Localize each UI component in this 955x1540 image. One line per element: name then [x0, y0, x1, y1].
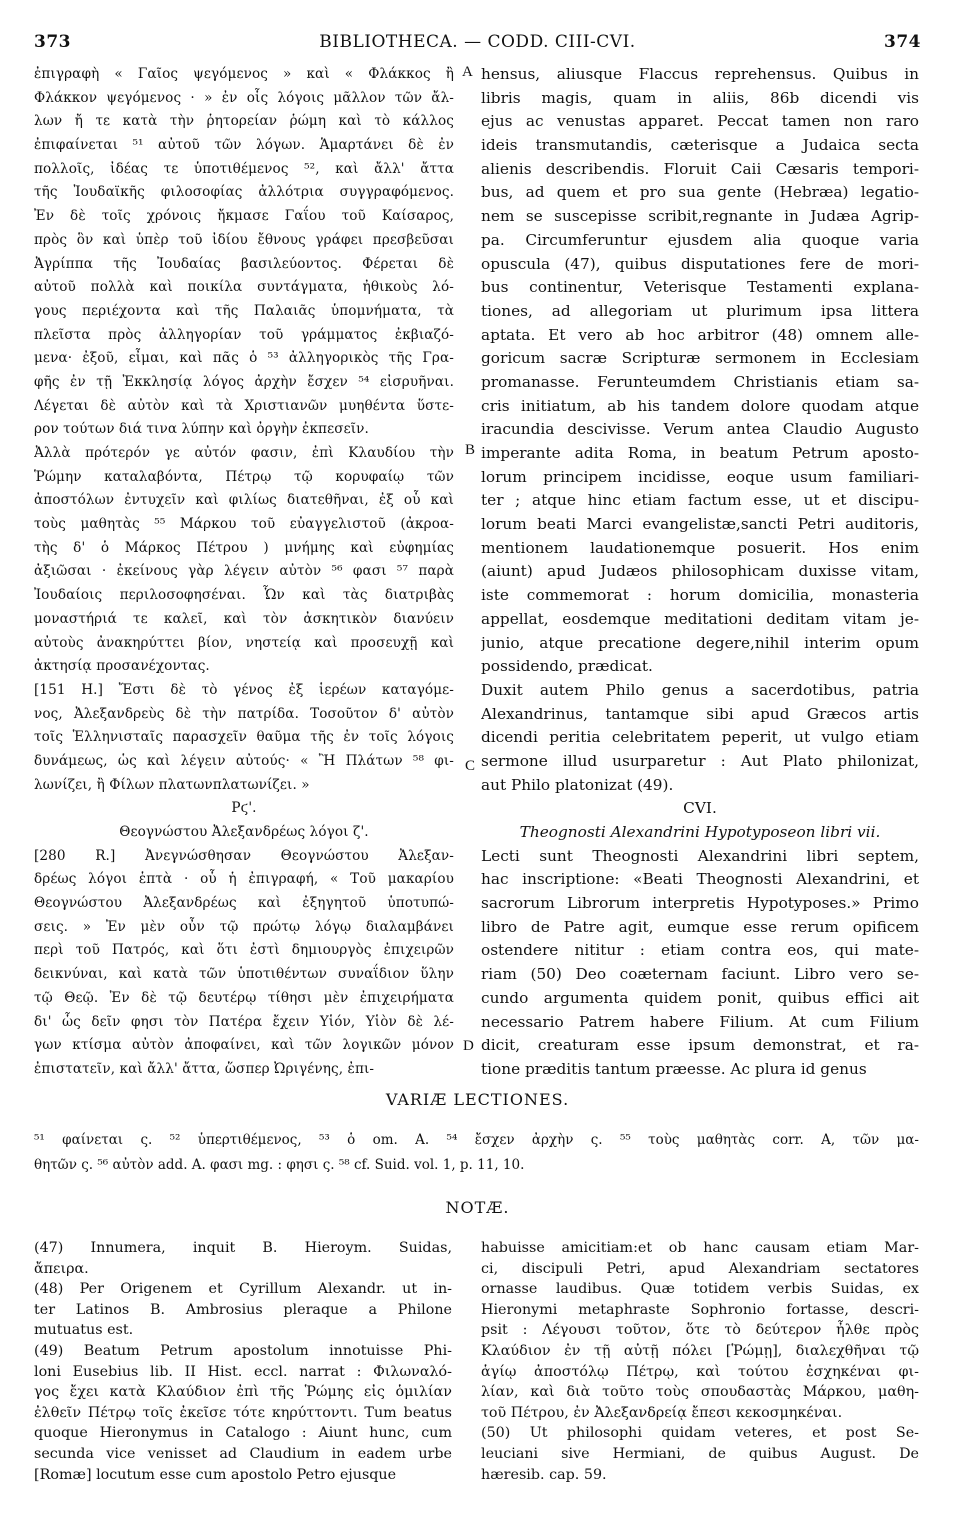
latin-text-line: (aiunt) apud Judæos philosophicam duxisse vitam,	[481, 562, 919, 581]
latin-text-line: opuscula (47), quibus disputationes fere de mori-	[481, 254, 919, 273]
greek-text-line: τῷ Θεῷ. Ἐν δὲ τῷ δευτέρῳ τίθησι μὲν ἐπιχειρήματα	[34, 989, 454, 1006]
note-line: leuciani sive Hermiani, de quibus August. De	[481, 1445, 919, 1462]
greek-text-line: αὐτοὺς ἀνακηρύττει βίον, νηστείᾳ καὶ προσευχῇ καὶ	[34, 634, 454, 651]
running-title: BIBLIOTHECA. — CODD. CIII-CVI.	[319, 32, 636, 52]
greek-text-line: πλεῖστα πρὸς ἀλληγορίαν τοῦ γράμματος ἐκβιαζό-	[34, 326, 454, 343]
greek-text-line: δρέως λόγοι ἑπτὰ · οὗ ἡ ἐπιγραφή, « Τοῦ μακαρίου	[34, 871, 454, 888]
latin-text-line: ideis transmutandis, cæterisque a Judaica secta	[481, 136, 919, 155]
note-line: quoque Hieronymus in Catalogo : Aiunt hunc, cum	[34, 1425, 452, 1442]
latin-text-line: ter ; atque hinc etiam factum esse, ut et discipu-	[481, 491, 919, 510]
note-line: loni Eusebius lib. II Hist. eccl. narrat : Φιλωναλό-	[34, 1363, 452, 1380]
note-line: (48) Per Origenem et Cyrillum Alexandr. ut in-	[34, 1281, 452, 1298]
notes-right-column	[481, 1238, 919, 1485]
latin-text-line: bus, ad quem et pro sua gente (Hebræa) legatio-	[481, 183, 919, 202]
greek-text-line: αὐτοῦ πολλὰ καὶ ποικίλα συντάγματα, ἠθικοὺς λό-	[34, 279, 454, 296]
greek-text-column	[34, 63, 454, 1082]
note-line: ἄπειρα.	[34, 1260, 89, 1277]
note-line: habuisse amicitiam:et ob hanc causam etiam Mar-	[481, 1240, 919, 1256]
note-line: ornasse laudibus. Quæ totidem verbis Suidas, ex	[481, 1281, 919, 1298]
greek-text-line: Λέγεται δὲ αὐτὸν καὶ τὰ Χριστιανῶν μυηθέντα ὕστε-	[34, 397, 454, 414]
note-line: (49) Beatum Petrum apostolum innotuisse Phi-	[34, 1342, 452, 1359]
greek-text-line: Ἐν δὲ τοῖς χρόνοις ἤκμασε Γαΐου τοῦ Καίσαρος,	[34, 208, 454, 225]
greek-text-line: ἀξιῶσαι · ἐκείνους γὰρ λέγειν αὐτὸν ⁵⁶ φασι ⁵⁷ παρὰ	[34, 563, 454, 580]
note-line: secunda vice venisset ad Claudium in eadem urbe	[34, 1445, 452, 1462]
latin-text-line: mentionem laudationemque posuerit. Hos enim	[481, 538, 919, 557]
greek-text-line: ρον τούτων διά τινα λύπην καὶ ὀργὴν ἐκπεσεῖν.	[34, 421, 369, 438]
greek-text-line: [280 R.] Ἀνεγνώσθησαν Θεογνώστου Ἀλεξαν-	[34, 847, 454, 864]
greek-text-line: φῆς ἐν τῇ Ἐκκλησίᾳ λόγος ἀρχὴν ἔσχεν ⁵⁴ εἰσρυῆναι.	[34, 373, 454, 390]
greek-text-line: Θεογνώστου Ἀλεξανδρέως καὶ ἐξηγητοῦ ὑποτυπώ-	[34, 895, 454, 912]
latin-text-line: riam (50) Deo coæternam faciunt. Libro vero se-	[481, 965, 919, 984]
latin-text-line: Alexandrinus, tantamque sibi apud Græcos artis	[481, 704, 919, 723]
page-number-right: 374	[884, 32, 921, 52]
greek-text-line: δυνάμεως, ὡς καὶ λέγειν αὐτούς· « Ἢ Πλάτων ⁵⁸ φι-	[34, 752, 454, 769]
page-header	[34, 32, 921, 58]
latin-text-line: sermone illud usurparetur : Aut Plato philonizat,	[481, 751, 919, 770]
latin-text-line: tiones, ad allegoriam ut plurimum ipsa littera	[481, 301, 919, 320]
greek-text-line: Θεογνώστου Ἀλεξανδρέως λόγοι ζ'.	[119, 824, 369, 840]
margin-marker-d: D	[463, 1038, 474, 1054]
latin-text-line: iste commemorat : horum domicilia, monasteria	[481, 586, 919, 605]
note-line: Hieronymi metaphraste Sophronio fortasse, descri-	[481, 1301, 919, 1318]
margin-marker-b: B	[465, 442, 476, 458]
variae-lectiones-body	[34, 1128, 919, 1178]
latin-text-line: possidendo, prædicat.	[481, 657, 653, 676]
latin-text-line: aut Philo platonizat (49).	[481, 775, 674, 794]
greek-text-line: γων κτίσμα αὐτὸν ἀποφαίνει, καὶ τῶν λογικῶν μόνον	[34, 1037, 454, 1054]
latin-text-line: tione præditis tantum præesse. Ac plura id genus	[481, 1059, 867, 1078]
greek-text-line: ἐπιστατεῖν, καὶ ἄλλ' ἄττα, ὥσπερ Ὠριγένης, ἐπι-	[34, 1060, 375, 1077]
latin-text-line: dicit, creaturam esse ipsum demonstrat, et ra-	[481, 1036, 919, 1055]
note-line: ter Latinos B. Ambrosius pleraque a Philone	[34, 1301, 452, 1318]
page-number-left: 373	[34, 32, 71, 52]
latin-text-line: hac inscriptione: «Beati Theognosti Alexandrini, et	[481, 870, 919, 889]
latin-text-line: CVI.	[683, 799, 717, 818]
greek-text-line: ἀκτησίᾳ προσανέχοντας.	[34, 658, 210, 675]
greek-text-line: Φλάκκον ψεγόμενος · » ἐν οἷς λόγοις μᾶλλον τῶν ἄλ-	[34, 89, 454, 106]
latin-text-line: promanasse. Feruntеumdem Christianis etiam sa-	[481, 372, 919, 391]
note-line: γος ἔχει κατὰ Κλαύδιον ἐπὶ τῆς Ῥώμης εἰς ὁμιλίαν	[34, 1384, 452, 1401]
latin-text-line: goricum sacræ Scripturæ sermonem in Ecclesiam	[481, 349, 919, 368]
note-line: ἁγίῳ ἀποστόλῳ Πέτρῳ, καὶ τούτου ἐσχηκέναι φι-	[481, 1363, 919, 1380]
variae-line: ⁵¹ φαίνεται ς. ⁵² ὑπερτιθέμενος, ⁵³ ὁ om. A. ⁵⁴ ἔσχεν ἀρχὴν ς. ⁵⁵ τοὺς μαθητὰς corr. A, τῶν μα-	[34, 1132, 919, 1148]
variae-lectiones-heading: VARIÆ LECTIONES.	[385, 1090, 570, 1109]
note-line: hæresib. cap. 59.	[481, 1466, 607, 1483]
latin-text-line: aptata. Et vero ab hoc arbitror (48) omnem alle-	[481, 325, 919, 344]
latin-text-line: libro de Patre agit, eumque esse rerum opificem	[481, 917, 919, 936]
greek-text-line: ἐπιφαίνεται ⁵¹ αὐτοῦ τῶν λόγων. Ἁμαρτάνει δὲ ἐν	[34, 137, 454, 154]
note-line: Κλαύδιον ἐν τῇ αὐτῇ πόλει [Ῥώμῃ], διαλεχθῆναι τῷ	[481, 1342, 919, 1359]
latin-text-line: iracundia descivisse. Verum antea Claudio Augusto	[481, 420, 919, 439]
latin-text-line: lorum beati Marci evangelistæ,sancti Petri auditoris,	[481, 515, 919, 534]
greek-text-line: πολλοῖς, ἰδέας τε ὑποτιθέμενος ⁵², καὶ ἄλλ' ἄττα	[34, 160, 454, 177]
latin-text-line: appellat, eosdemque meditationi deditam vitam je-	[481, 609, 919, 628]
latin-text-line: dicendi peritia celebritatem peperit, ut vulgo etiam	[481, 728, 919, 747]
greek-text-line: μοναστήριά τε καλεῖ, καὶ τὸν ἀσκητικὸν διανύειν	[34, 610, 454, 627]
latin-text-line: cundo argumenta quidem ponit, quibus effici ait	[481, 988, 919, 1007]
note-line: psit : Λέγουσι τοῦτον, ὅτε τὸ δεύτερον ἦλθε πρὸς	[481, 1322, 919, 1339]
latin-text-line: hensus, aliusque Flaccus reprehensus. Quibus in	[481, 65, 919, 83]
notae-heading: NOTÆ.	[445, 1198, 510, 1217]
latin-text-line: Duxit autem Philo genus a sacerdotibus, patria	[481, 680, 919, 699]
note-line: τοῦ Πέτρου, ἐν Ἀλεξανδρείᾳ ἔπεσι κεκοσμηκέναι.	[481, 1404, 843, 1421]
note-line: ἐλθεῖν Πέτρῳ τοῖς ἐκεῖσε τότε κηρύττοντι. Tum beatus	[34, 1404, 452, 1421]
greek-text-line: Ἰουδαίοις περιλοσοφησέναι. Ὧν καὶ τὰς διατριβὰς	[34, 587, 454, 604]
note-line: λίαν, καὶ διὰ τοῦτο τοὺς σπουδαστὰς Μάρκου, μαθη-	[481, 1384, 919, 1401]
greek-text-line: τὴς δ' ὁ Μάρκος Πέτρου ) μνήμης καὶ εὐφημίας	[34, 539, 454, 556]
latin-text-line: bus continentur, Veterisque Testamenti explana-	[481, 278, 919, 297]
greek-text-line: γους περιέχοντα καὶ τῆς Παλαιᾶς ὑπομνήματα, τὰ	[34, 302, 454, 319]
latin-text-line: libris magis, quam in aliis, 86b dicendi vis	[481, 88, 919, 107]
latin-text-line: cris initiatum, ab his tandem dolore quodam atque	[481, 396, 919, 415]
latin-text-line: sacrorum Librorum interpretis Hypotyposes.» Primo	[481, 894, 919, 913]
notes-left-column	[34, 1238, 452, 1485]
greek-text-line: τοῖς Ἑλληνισταῖς παρασχεῖν θαῦμα τῆς ἐν τοῖς λόγοις	[34, 729, 454, 746]
note-line: (47) Innumera, inquit B. Hieroym. Suidas,	[34, 1240, 452, 1256]
latin-text-column	[481, 63, 919, 1082]
greek-text-line: μενα· ἐξοῦ, εἶμαι, καὶ πᾶς ὁ ⁵³ ἀλληγορικὸς τῆς Γρα-	[34, 350, 454, 367]
greek-text-line: λωνίζει, ἢ Φίλων πλατωνπλατωνίζει. »	[34, 776, 310, 793]
greek-text-line: τῆς Ἰουδαϊκῆς φιλοσοφίας ἀλλότρια συγγραφόμενος.	[34, 184, 454, 201]
greek-text-line: ἀποστόλων ἐντυχεῖν καὶ φιλίως διατεθῆναι, ἐξ οὗ καὶ	[34, 492, 454, 509]
greek-text-line: νος, Ἀλεξανδρεὺς δὲ τὴν πατρίδα. Τοσοῦτον δ' αὐτὸν	[34, 705, 454, 722]
greek-text-line: Ῥώμην καταλαβόντα, Πέτρῳ τῷ κορυφαίῳ τῶν	[34, 468, 454, 485]
greek-text-line: δι' ὧς δεῖν φησι τὸν Πατέρα ἔχειν Υἱόν, Υἱὸν δὲ λέ-	[34, 1013, 454, 1030]
greek-text-line: Ἀγρίππα τῆς Ἰουδαίας βασιλεύοντος. Φέρεται δὲ	[34, 255, 454, 272]
variae-line: θητῶν ς. ⁵⁶ αὐτὸν add. A. φασι mg. : φησι ς. ⁵⁸ cf. Suid. vol. 1, p. 11, 10.	[34, 1157, 525, 1173]
note-line: ci, discipuli Petri, apud Alexandriam sectatores	[481, 1260, 919, 1277]
greek-text-line: Ἀλλὰ πρότερόν γε αὐτόν φασιν, ἐπὶ Κλαυδίου τὴν	[34, 445, 454, 461]
note-line: (50) Ut philosophi quidam veteres, et post Se-	[481, 1425, 919, 1442]
greek-text-line: πρὸς ὃν καὶ ὑπὲρ τοῦ ἰδίου ἔθνους γράφει πρεσβεῦσαι	[34, 231, 454, 248]
latin-text-line: lorum principem incidisse, eoque usum familiari-	[481, 467, 919, 486]
greek-text-line: ἐπιγραφὴ « Γαῖος ψεγόμενος » καὶ « Φλάκκος ἢ	[34, 66, 454, 82]
latin-text-line: Lecti sunt Theognosti Alexandrini libri septem,	[481, 846, 919, 865]
greek-text-line: [151 H.] Ἔστι δὲ τὸ γένος ἐξ ἱερέων καταγόμε-	[34, 681, 454, 698]
latin-text-line: Theognosti Alexandrini Hypotyposeon libri vii.	[519, 823, 881, 841]
greek-text-line: δεικνύναι, καὶ κατὰ τῶν ὑποτιθέντων συναΐδιον ὕλην	[34, 966, 454, 983]
greek-text-line: σεις. » Ἐν μὲν οὖν τῷ πρώτῳ λόγῳ διαλαμβάνει	[34, 918, 454, 935]
latin-text-line: ejus ac venustas apparet. Peccat tamen non raro	[481, 112, 919, 131]
margin-marker-a: A	[462, 64, 473, 80]
latin-text-line: alienis describendis. Floruit Caii Cæsaris tempori-	[481, 159, 919, 178]
greek-text-line: τοὺς μαθητὰς ⁵⁵ Μάρκου τοῦ εὐαγγελιστοῦ (ἀκροα-	[34, 516, 454, 533]
latin-text-line: necessario Patrem habere Filium. At cum Filium	[481, 1012, 919, 1031]
latin-text-line: imperante adita Roma, in beatum Petrum aposto-	[481, 444, 919, 462]
greek-text-line: λων ἤ τε κατὰ τὴν ῥητορείαν ῥώμη καὶ τὸ κάλλος	[34, 113, 454, 130]
note-line: mutuatus est.	[34, 1322, 134, 1339]
greek-text-line: περὶ τοῦ Πατρός, καὶ ὅτι ἐστὶ δημιουργὸς ἐπιχειρῶν	[34, 942, 454, 959]
note-line: [Romæ] locutum esse cum apostolo Petro ejusque	[34, 1466, 397, 1483]
latin-text-line: pa. Circumferuntur ejusdem alia quoque varia	[481, 230, 919, 249]
margin-marker-c: C	[465, 758, 476, 774]
latin-text-line: junio, atque precatione degere,nihil interim opum	[481, 633, 919, 652]
greek-text-line: Ρϛ'.	[231, 800, 257, 817]
latin-text-line: nem se suscepisse scribit,regnante in Judæa Agrip-	[481, 207, 919, 226]
latin-text-line: ostendere nititur : etiam contra eos, qui mate-	[481, 941, 919, 960]
